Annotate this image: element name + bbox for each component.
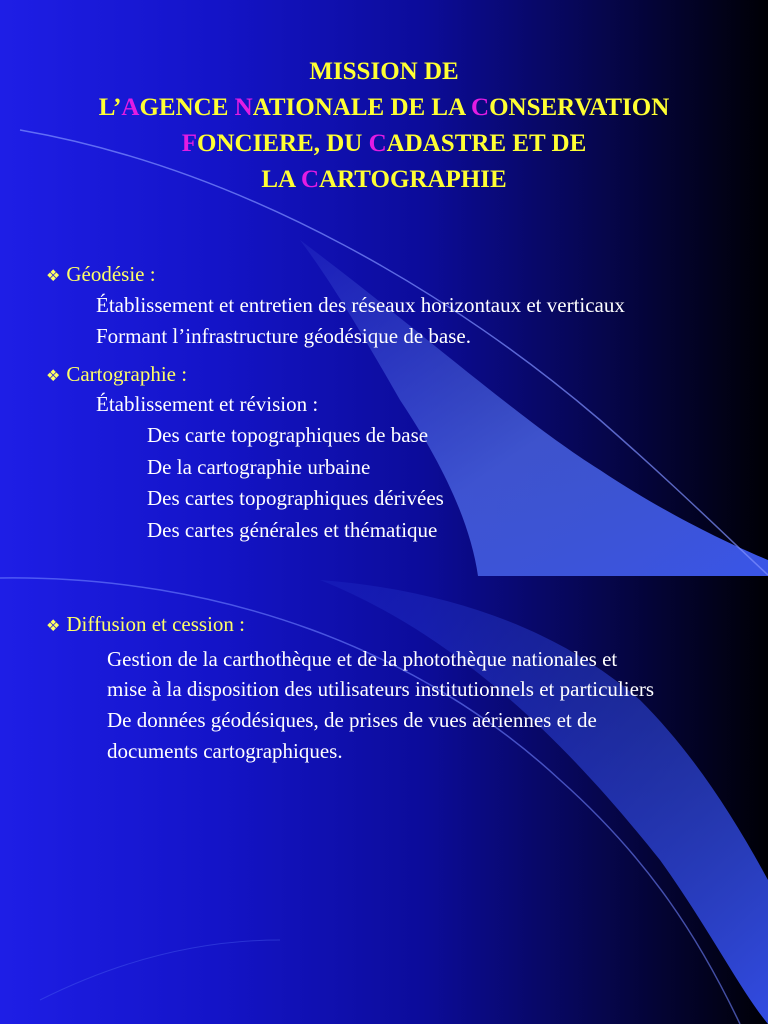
title-line-2 bbox=[0, 90, 768, 126]
list-item: Des cartes générales et thématique bbox=[147, 518, 438, 542]
title-line-1: MISSION DE bbox=[309, 58, 459, 85]
list-item: De la cartographie urbaine bbox=[147, 455, 371, 479]
text-line: Formant l’infrastructure géodésique de base. bbox=[96, 324, 471, 348]
title-text-segment: ADASTRE ET DE bbox=[386, 130, 587, 157]
section-heading-geodesie bbox=[46, 262, 156, 287]
title-initial-letter: A bbox=[121, 94, 140, 121]
title-initial-letter: C bbox=[300, 166, 320, 193]
text-line: De données géodésiques, de prises de vues aériennes et de bbox=[107, 708, 597, 732]
title-initial-letter: N bbox=[234, 94, 253, 121]
section-heading-label: Géodésie : bbox=[66, 262, 156, 286]
title-text-segment: ATIONALE DE LA bbox=[252, 94, 472, 121]
text-line: documents cartographiques. bbox=[107, 739, 343, 763]
title-text-segment: ARTOGRAPHIE bbox=[319, 166, 507, 193]
title-initial-letter: F bbox=[181, 130, 198, 157]
list-item: Des carte topographiques de base bbox=[147, 423, 429, 447]
title-text-segment: GENCE bbox=[139, 94, 235, 121]
title-line-4 bbox=[0, 162, 768, 198]
text-line: Établissement et révision : bbox=[96, 392, 319, 416]
title-text-segment: L’ bbox=[98, 94, 122, 121]
list-item: Des cartes topographiques dérivées bbox=[147, 486, 444, 510]
title-text-segment: ONCIERE, DU bbox=[197, 130, 369, 157]
lower-swoosh-line-2 bbox=[40, 940, 280, 1000]
title-initial-letter: C bbox=[368, 130, 387, 157]
text-line: mise à la disposition des utilisateurs institutionnels et particuliers bbox=[107, 677, 655, 701]
title-initial-letter: C bbox=[471, 94, 490, 121]
section-heading-cartographie bbox=[46, 362, 187, 387]
diamond-bullet-icon: ❖ bbox=[46, 616, 61, 635]
section-heading-label: Cartographie : bbox=[66, 362, 188, 386]
slide-title bbox=[0, 54, 768, 198]
title-text-segment: LA bbox=[261, 166, 301, 193]
title-text-segment: ONSERVATION bbox=[489, 94, 670, 121]
text-line: Gestion de la carthothèque et de la photothèque nationales et bbox=[107, 647, 618, 671]
diamond-bullet-icon: ❖ bbox=[46, 366, 61, 385]
diamond-bullet-icon: ❖ bbox=[46, 266, 61, 285]
text-line: Établissement et entretien des réseaux horizontaux et verticaux bbox=[96, 293, 625, 317]
title-line-3 bbox=[0, 126, 768, 162]
section-heading-diffusion bbox=[46, 612, 245, 637]
section-heading-label: Diffusion et cession : bbox=[66, 612, 246, 636]
